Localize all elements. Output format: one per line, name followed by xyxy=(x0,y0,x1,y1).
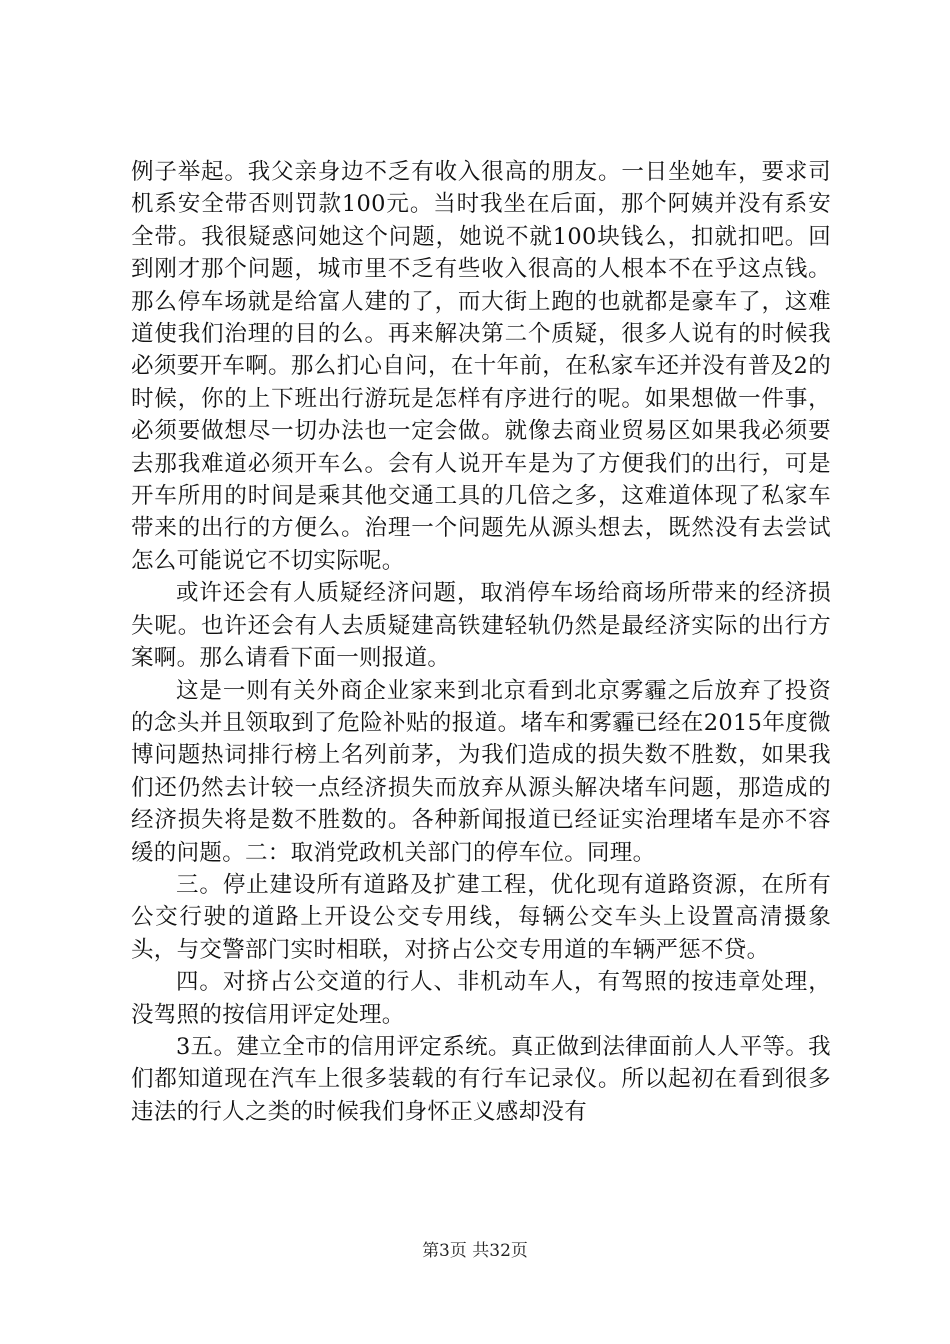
paragraph: 例子举起。我父亲身边不乏有收入很高的朋友。一日坐她车，要求司机系安全带否则罚款100元。当时我坐在后面，那个阿姨并没有系安全带。我很疑惑问她这个问题，她说不就100块钱么，扣就扣吧。回到刚才那个问题，城市里不乏有些收入很高的人根本不在乎这点钱。那么停车场就是给富人建的了，而大街上跑的也就都是豪车了，这难道使我们治理的目的么。再来解决第二个质疑，很多人说有的时候我必须要开车啊。那么扪心自问，在十年前，在私家车还并没有普及2的时候，你的上下班出行游玩是怎样有序进行的呢。如果想做一件事，必须要做想尽一切办法也一定会做。就像去商业贸易区如果我必须要去那我难道必须开车么。会有人说开车是为了方便我们的出行，可是开车所用的时间是乘其他交通工具的几倍之多，这难道体现了私家车带来的出行的方便么。治理一个问题先从源头想去，既然没有去尝试怎么可能说它不切实际呢。 xyxy=(131,159,831,574)
document-body xyxy=(131,156,831,1128)
paragraph: 或许还会有人质疑经济问题，取消停车场给商场所带来的经济损失呢。也许还会有人去质疑建高铁建轻轨仍然是最经济实际的出行方案啊。那么请看下面一则报道。 xyxy=(131,580,831,672)
paragraph: 四。对挤占公交道的行人、非机动车人，有驾照的按违章处理，没驾照的按信用评定处理。 xyxy=(131,969,831,1028)
paragraph: 这是一则有关外商企业家来到北京看到北京雾霾之后放弃了投资的念头并且领取到了危险补贴的报道。堵车和雾霾已经在2015年度微博问题热词排行榜上名列前茅，为我们造成的损失数不胜数，如果我们还仍然去计较一点经济损失而放弃从源头解决堵车问题，那造成的经济损失将是数不胜数的。各种新闻报道已经证实治理堵车是亦不容缓的问题。二：取消党政机关部门的停车位。同理。 xyxy=(131,677,831,866)
paragraph: 三。停止建设所有道路及扩建工程，优化现有道路资源，在所有公交行驶的道路上开设公交专用线，每辆公交车头上设置高清摄象头，与交警部门实时相联，对挤占公交专用道的车辆严惩不贷。 xyxy=(131,871,831,963)
paragraph: 3五。建立全市的信用评定系统。真正做到法律面前人人平等。我们都知道现在汽车上很多装载的有行车记录仪。所以起初在看到很多违法的行人之类的时候我们身怀正义感却没有 xyxy=(131,1033,831,1125)
page-footer xyxy=(0,1240,950,1262)
page-number: 第3页 共32页 xyxy=(422,1241,528,1261)
